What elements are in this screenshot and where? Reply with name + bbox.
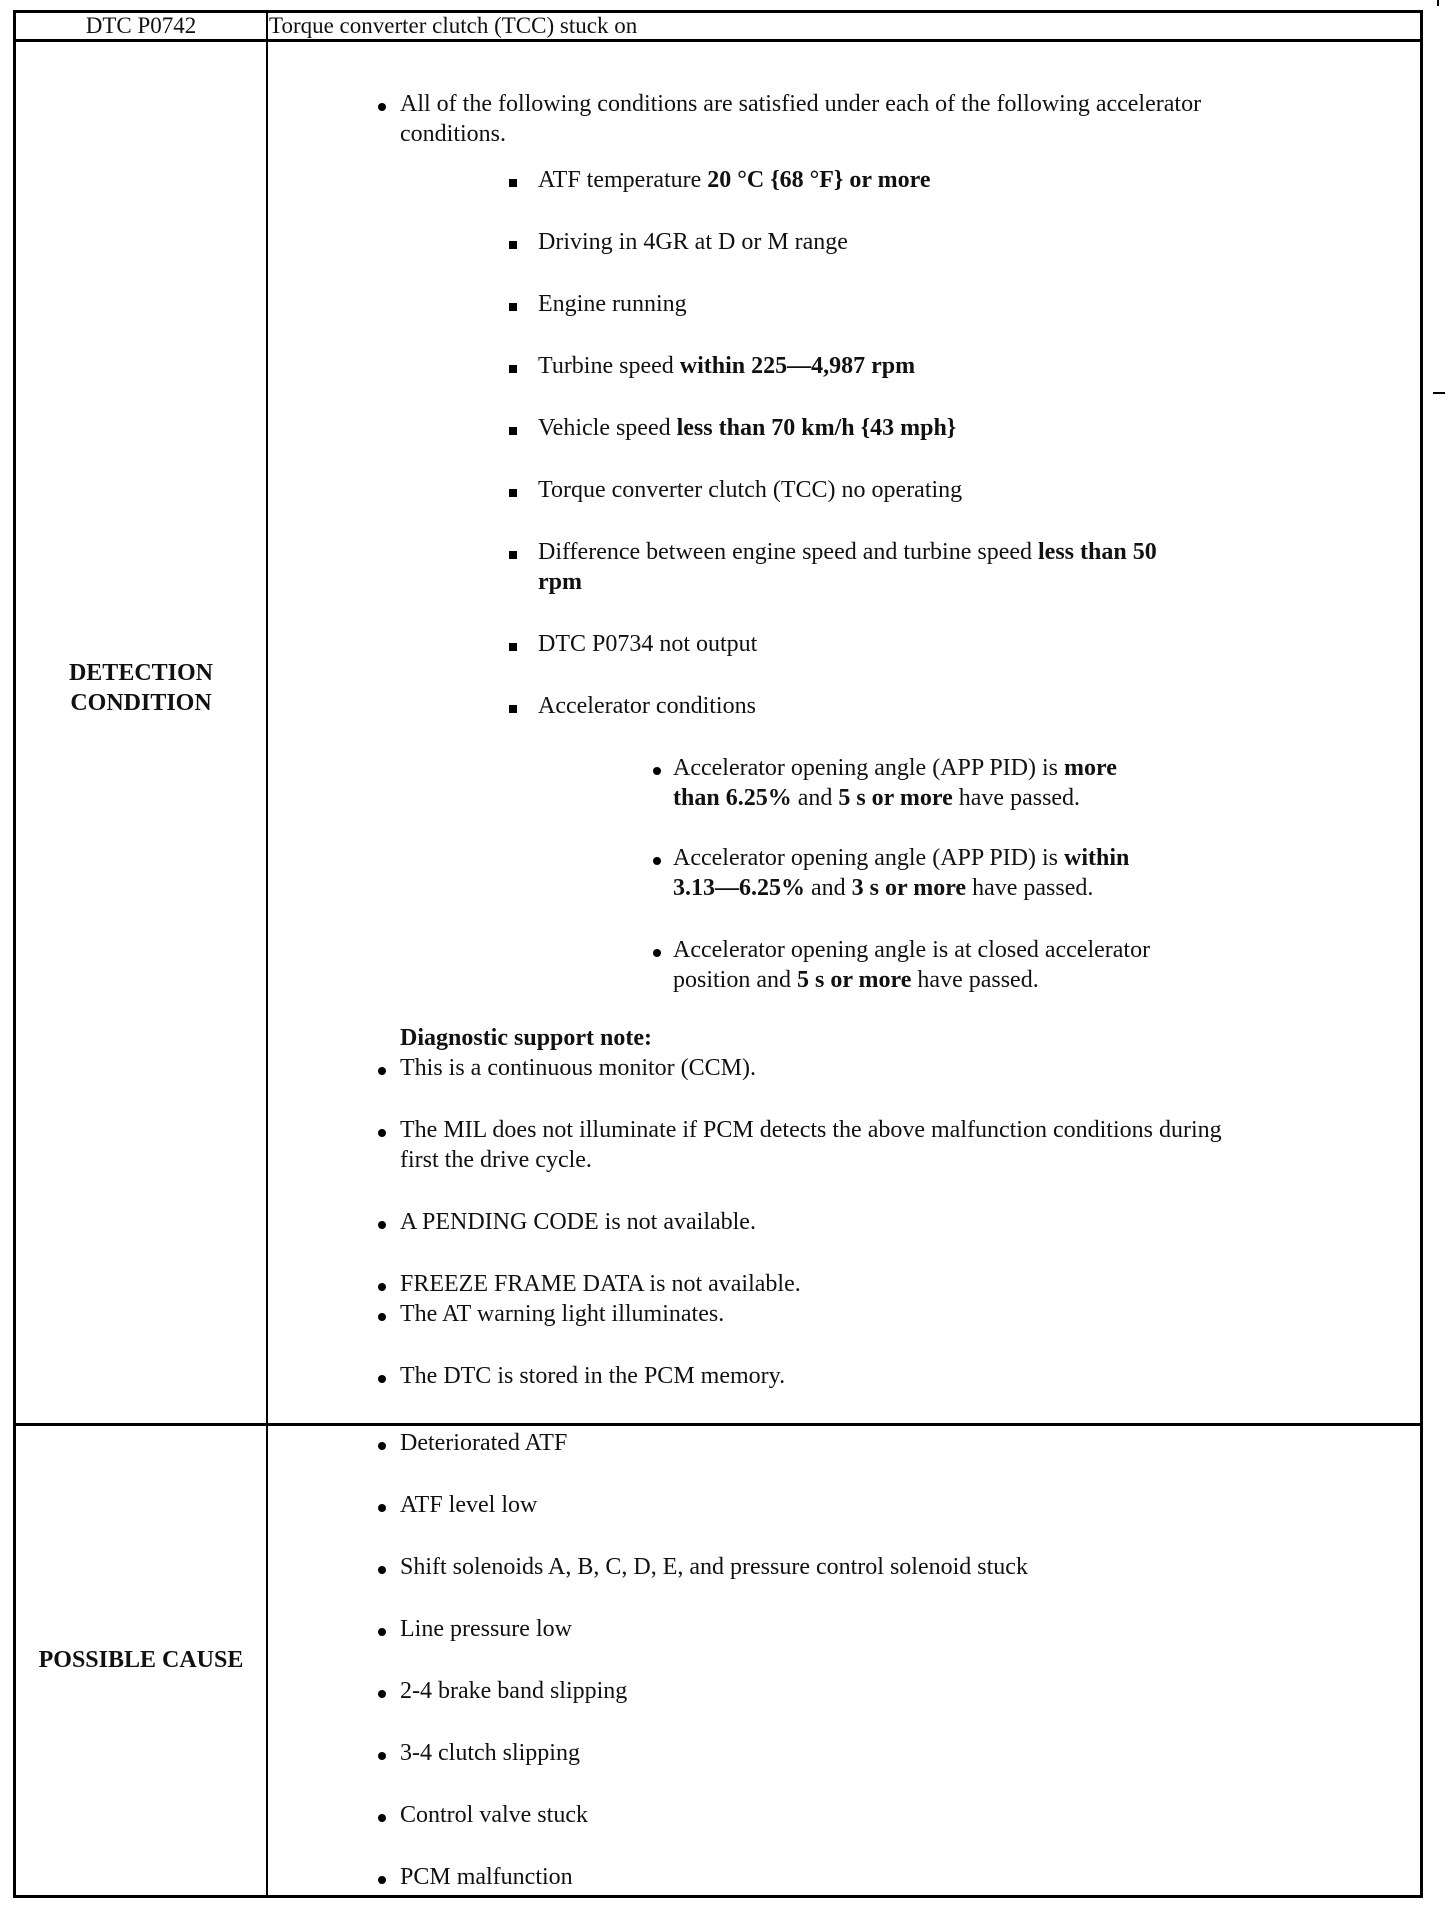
square-bullet-icon [509, 179, 517, 187]
cause-item: Control valve stuck [400, 1802, 588, 1828]
note-item: The DTC is stored in the PCM memory. [400, 1363, 786, 1389]
accel-condition-cont: 3.13—6.25% and 3 s or more have passed. [673, 875, 1094, 901]
condition-item: ATF temperature 20 °C {68 °F} or more [538, 167, 931, 193]
label-line: CONDITION [70, 690, 212, 716]
note-item: FREEZE FRAME DATA is not available. [400, 1271, 801, 1297]
bullet-icon [378, 1129, 386, 1137]
accel-condition: Accelerator opening angle is at closed accelerator [673, 937, 1151, 963]
cause-item: Deteriorated ATF [400, 1430, 568, 1456]
bullet-icon [378, 1375, 386, 1383]
square-bullet-icon [509, 489, 517, 497]
condition-item: Driving in 4GR at D or M range [538, 229, 848, 255]
condition-item: Difference between engine speed and turbine speed less than 50 [538, 539, 1157, 565]
scan-mark [1437, 0, 1439, 6]
bullet-icon [378, 1283, 386, 1291]
accel-condition: Accelerator opening angle (APP PID) is more [673, 755, 1117, 781]
bullet-icon [378, 1628, 386, 1636]
note-item-cont: first the drive cycle. [400, 1147, 592, 1173]
square-bullet-icon [509, 303, 517, 311]
square-bullet-icon [509, 365, 517, 373]
possible-cause-label: POSSIBLE CAUSE [38, 1647, 244, 1673]
square-bullet-icon [509, 643, 517, 651]
cause-item: 2-4 brake band slipping [400, 1678, 628, 1704]
bullet-icon [378, 1313, 386, 1321]
square-bullet-icon [509, 427, 517, 435]
square-bullet-icon [509, 241, 517, 249]
condition-item: Turbine speed within 225—4,987 rpm [538, 353, 916, 379]
condition-item-cont: rpm [538, 569, 582, 595]
condition-item: Torque converter clutch (TCC) no operating [538, 477, 963, 503]
dtc-description: Torque converter clutch (TCC) stuck on [269, 13, 638, 38]
bullet-icon [378, 1504, 386, 1512]
note-item: The AT warning light illuminates. [400, 1301, 725, 1327]
intro-text: All of the following conditions are satisfied under each of the following accelerator [400, 91, 1202, 117]
accel-condition-cont: than 6.25% and 5 s or more have passed. [673, 785, 1081, 811]
note-title: Diagnostic support note: [400, 1025, 653, 1051]
bullet-icon [378, 1690, 386, 1698]
cause-item: 3-4 clutch slipping [400, 1740, 580, 1766]
header-divider [16, 39, 1420, 42]
bullet-icon [378, 1442, 386, 1450]
bullet-icon [653, 949, 661, 957]
note-item: This is a continuous monitor (CCM). [400, 1055, 756, 1081]
cause-item: Line pressure low [400, 1616, 572, 1642]
bullet-icon [653, 767, 661, 775]
condition-item: Engine running [538, 291, 687, 317]
square-bullet-icon [509, 551, 517, 559]
label-line: DETECTION [68, 660, 214, 686]
cause-item: ATF level low [400, 1492, 538, 1518]
section-divider [16, 1423, 1420, 1426]
detection-condition-label [16, 658, 266, 718]
bullet-icon [378, 103, 386, 111]
scan-mark [1433, 392, 1445, 394]
accel-condition: Accelerator opening angle (APP PID) is within [673, 845, 1130, 871]
bullet-icon [378, 1814, 386, 1822]
bullet-icon [378, 1067, 386, 1075]
bullet-icon [378, 1221, 386, 1229]
condition-item: Accelerator conditions [538, 693, 756, 719]
note-item: The MIL does not illuminate if PCM detects the above malfunction conditions during [400, 1117, 1222, 1143]
column-divider [266, 13, 268, 1895]
condition-item: DTC P0734 not output [538, 631, 758, 657]
cause-item: PCM malfunction [400, 1864, 573, 1890]
note-item: A PENDING CODE is not available. [400, 1209, 756, 1235]
square-bullet-icon [509, 705, 517, 713]
condition-item: Vehicle speed less than 70 km/h {43 mph} [538, 415, 957, 441]
accel-condition-cont: position and 5 s or more have passed. [673, 967, 1039, 993]
dtc-code: DTC P0742 [85, 13, 197, 38]
intro-text-cont: conditions. [400, 121, 506, 147]
bullet-icon [378, 1566, 386, 1574]
bullet-icon [653, 857, 661, 865]
dtc-table [13, 10, 1423, 1898]
cause-item: Shift solenoids A, B, C, D, E, and pressure control solenoid stuck [400, 1554, 1028, 1580]
bullet-icon [378, 1752, 386, 1760]
bullet-icon [378, 1876, 386, 1884]
